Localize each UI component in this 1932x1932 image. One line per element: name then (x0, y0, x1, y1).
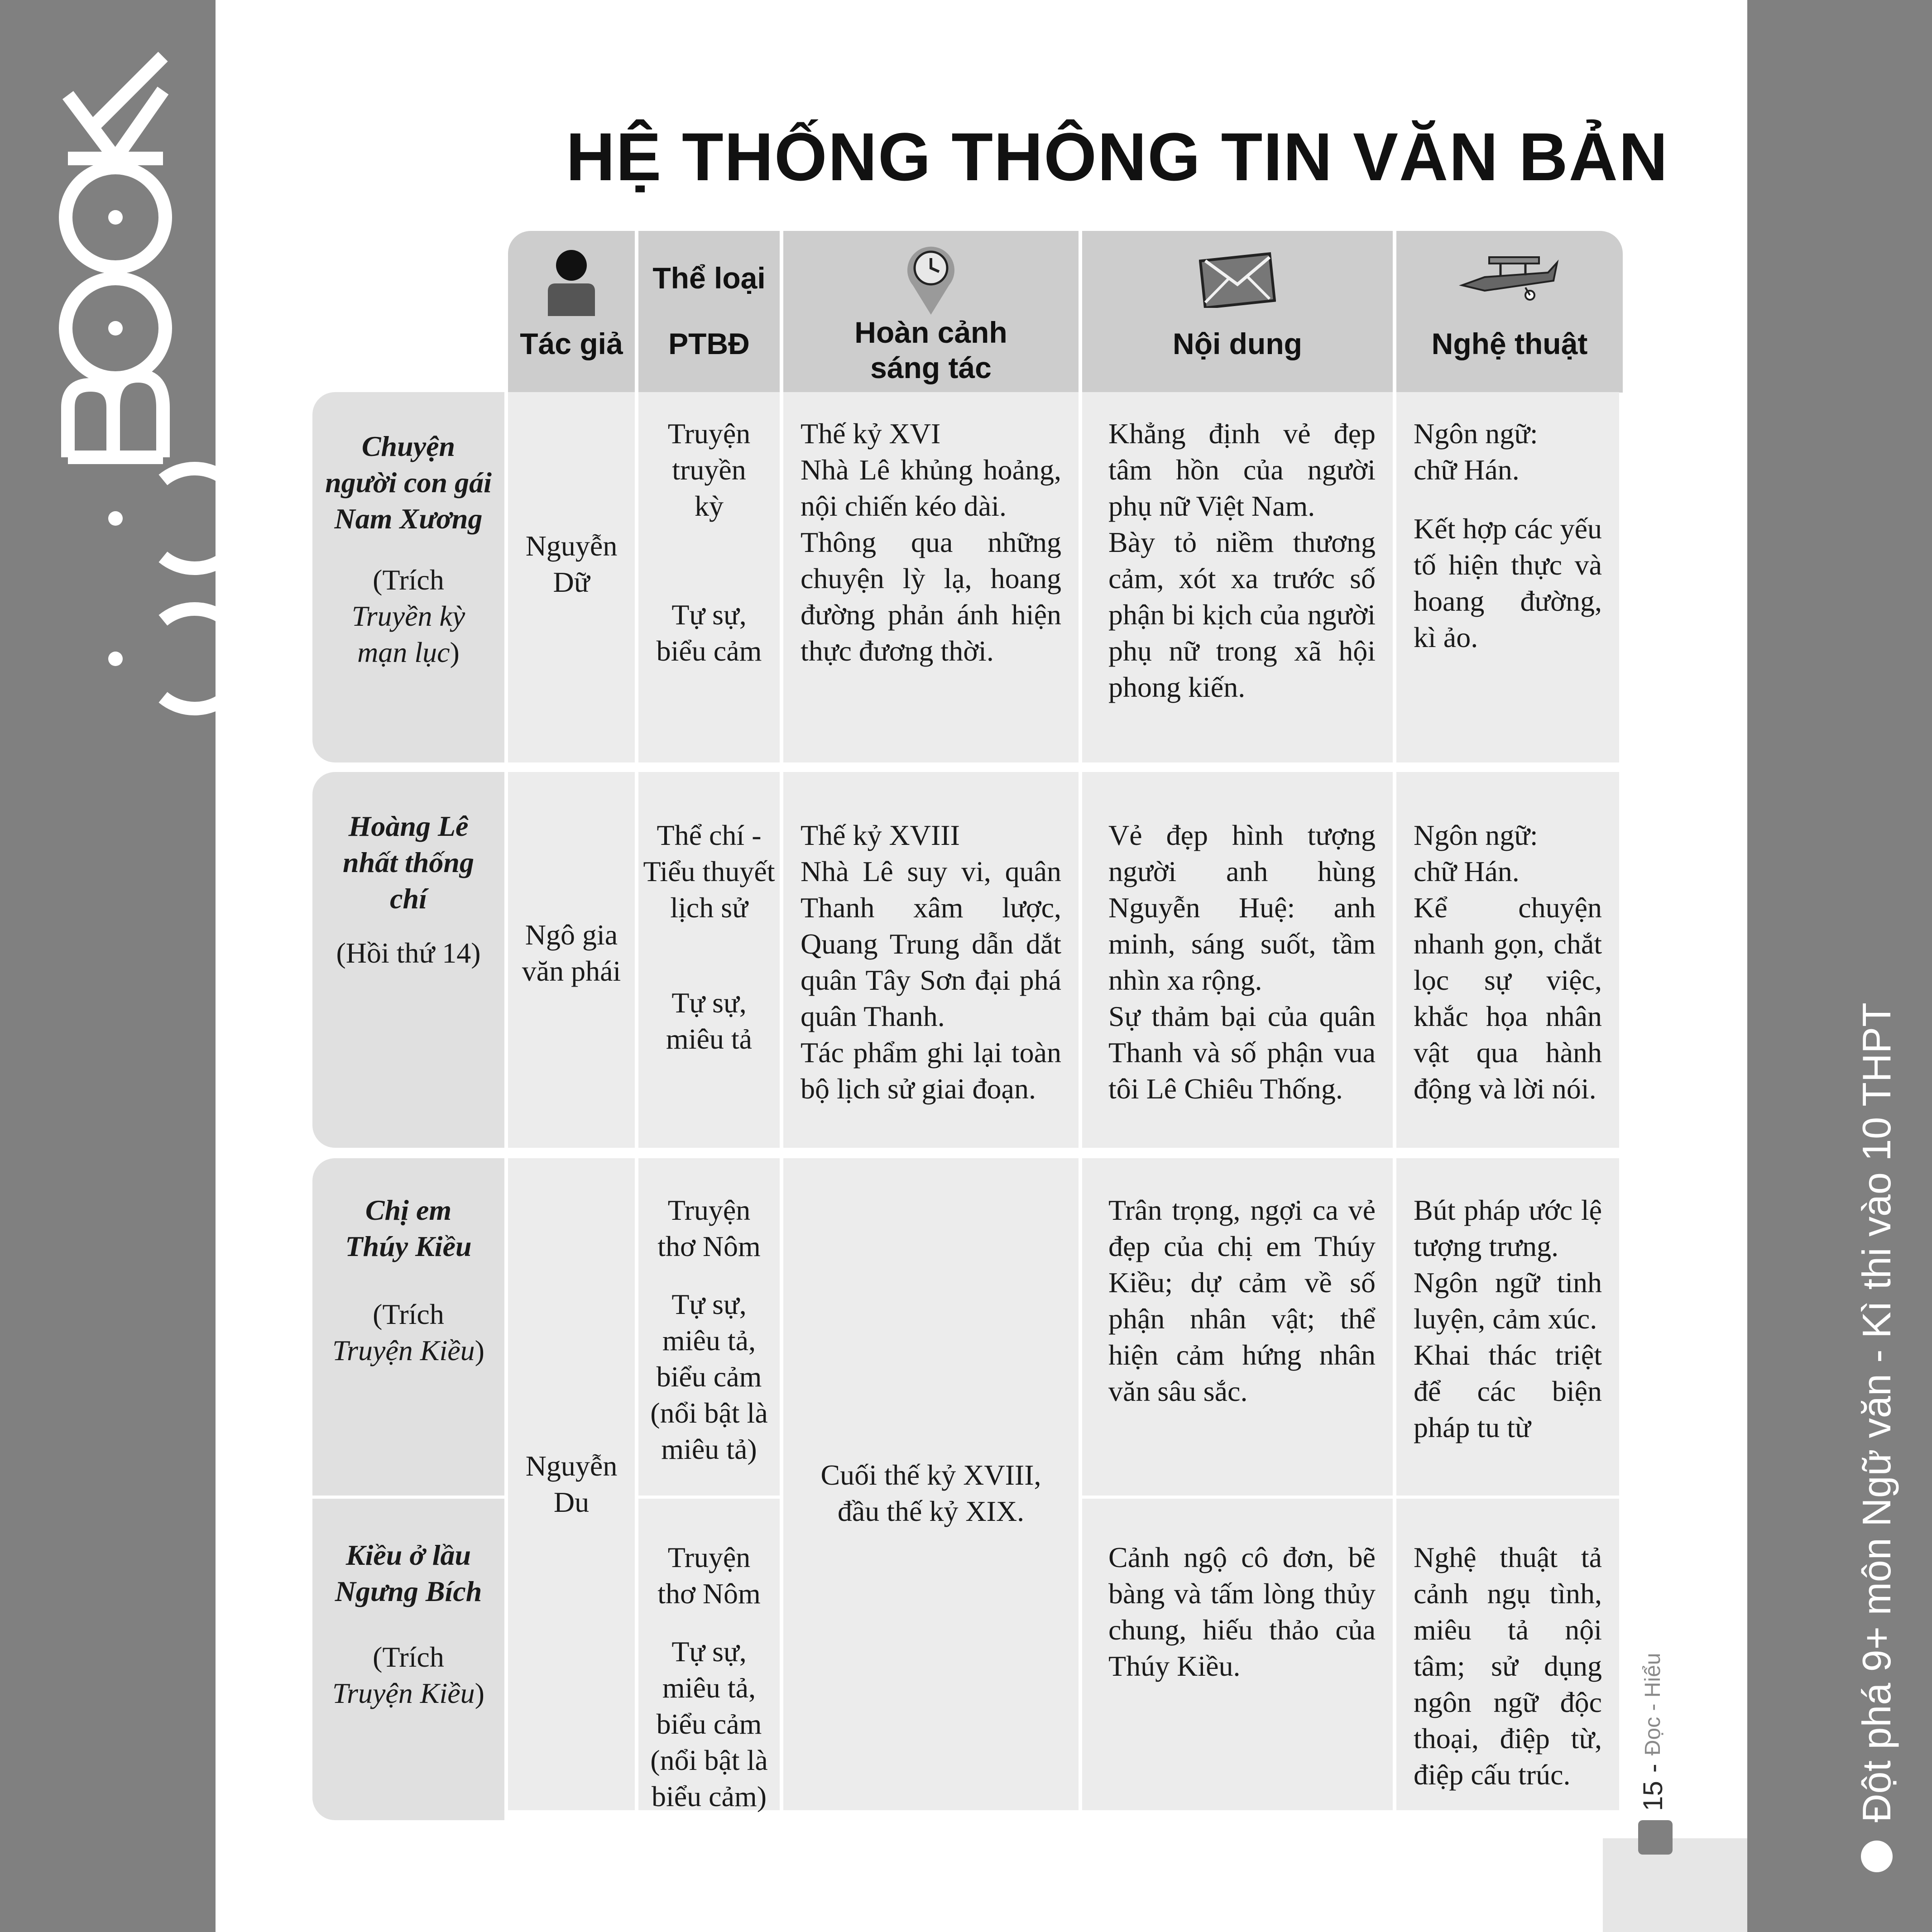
header-genre: Thể loại PTBĐ (638, 231, 780, 393)
row3-title: Chị em Thúy Kiều (Trích Truyện Kiều) (312, 1158, 504, 1496)
header-context: Hoàn cảnh sáng tác (783, 231, 1079, 393)
row4-art: Nghệ thuật tả cảnh ngụ tình, miêu tả nội tâm; sử dụng ngôn ngữ độc thoại, điệp từ, điệp cấu trúc. (1396, 1499, 1619, 1810)
row1-art: Ngôn ngữ: chữ Hán. Kết hợp các yếu tố hiện thực và hoang đường, kì ảo. (1396, 392, 1619, 762)
row3-content: Trân trọng, ngợi ca vẻ đẹp của chị em Thúy Kiều; dự cảm về số phận nhân vật; thể hiện cảm hứng nhân văn sâu sắc. (1082, 1158, 1393, 1496)
page-title: HỆ THỐNG THÔNG TIN VĂN BẢN (566, 119, 1669, 195)
row4-genre: Truyện thơ Nôm Tự sự, miêu tả, biểu cảm (nổi bật là biểu cảm) (638, 1499, 780, 1810)
book-title-vertical (1852, 1002, 1902, 1872)
row2-title: Hoàng Lê nhất thống chí (Hồi thứ 14) (312, 772, 504, 1148)
right-sidebar (1747, 0, 1932, 1932)
page-marker: 15 - Đọc - Hiểu (1635, 1603, 1675, 1856)
row1-content: Khẳng định vẻ đẹp tâm hồn của người phụ nữ Việt Nam. Bày tỏ niềm thương cảm, xót xa trước số phận bi kịch của người phụ nữ trong xã hội phong kiến. (1082, 392, 1393, 762)
header-content: Nội dung (1082, 231, 1393, 393)
airplane-icon (1457, 244, 1562, 303)
kieu-author: Nguyễn Du (508, 1158, 635, 1810)
row3-genre: Truyện thơ Nôm Tự sự, miêu tả, biểu cảm (nổi bật là miêu tả) (638, 1158, 780, 1496)
page-square-icon (1638, 1820, 1673, 1855)
row1-title: Chuyện người con gái Nam Xương (Trích Truyền kỳ mạn lục) (312, 392, 504, 762)
row2-author: Ngô gia văn phái (508, 772, 635, 1148)
person-icon (544, 248, 599, 316)
kieu-context: Cuối thế kỷ XVIII, đầu thế kỷ XIX. (783, 1158, 1079, 1810)
page-section: Đọc - Hiểu (1640, 1653, 1665, 1756)
header-author: Tác giả (508, 231, 635, 393)
row4-title: Kiều ở lầu Ngưng Bích (Trích Truyện Kiều) (312, 1499, 504, 1820)
row3-art: Bút pháp ước lệ tượng trưng. Ngôn ngữ tinh luyện, cảm xúc. Khai thác triệt để các biện pháp tu từ (1396, 1158, 1619, 1496)
left-sidebar (0, 0, 216, 1932)
clock-pin-icon (904, 240, 958, 317)
row2-art: Ngôn ngữ: chữ Hán. Kể chuyện nhanh gọn, chắt lọc sự việc, khắc họa nhân vật qua hành động và lời nói. (1396, 772, 1619, 1148)
row1-author: Nguyễn Dữ (508, 392, 635, 762)
bullet-dot-icon (1861, 1841, 1893, 1872)
row1-genre: Truyện truyền kỳ Tự sự, biểu cảm (638, 392, 780, 762)
header-art: Nghệ thuật (1396, 231, 1623, 393)
book-title-text: Đột phá 9+ môn Ngữ văn - Kì thi vào 10 THPT (1854, 1002, 1899, 1822)
row1-context: Thế kỷ XVI Nhà Lê khủng hoảng, nội chiến kéo dài. Thông qua những chuyện lỳ lạ, hoang đường phản ánh hiện thực đương thời. (783, 392, 1079, 762)
row2-context: Thế kỷ XVIII Nhà Lê suy vi, quân Thanh xâm lược, Quang Trung dẫn dắt quân Tây Sơn đại phá quân Thanh. Tác phẩm ghi lại toàn bộ lịch sử giai đoạn. (783, 772, 1079, 1148)
page-number: 15 (1637, 1781, 1668, 1811)
ccbook-logo (0, 0, 216, 770)
envelope-icon (1199, 249, 1276, 308)
row4-content: Cảnh ngộ cô đơn, bẽ bàng và tấm lòng thủy chung, hiếu thảo của Thúy Kiều. (1082, 1499, 1393, 1810)
row2-genre: Thể chí - Tiểu thuyết lịch sử Tự sự, miêu tả (638, 772, 780, 1148)
row2-content: Vẻ đẹp hình tượng người anh hùng Nguyễn Huệ: anh minh, sáng suốt, tầm nhìn xa rộng. Sự thảm bại của quân Thanh và số phận vua tôi Lê Chiêu Thống. (1082, 772, 1393, 1148)
